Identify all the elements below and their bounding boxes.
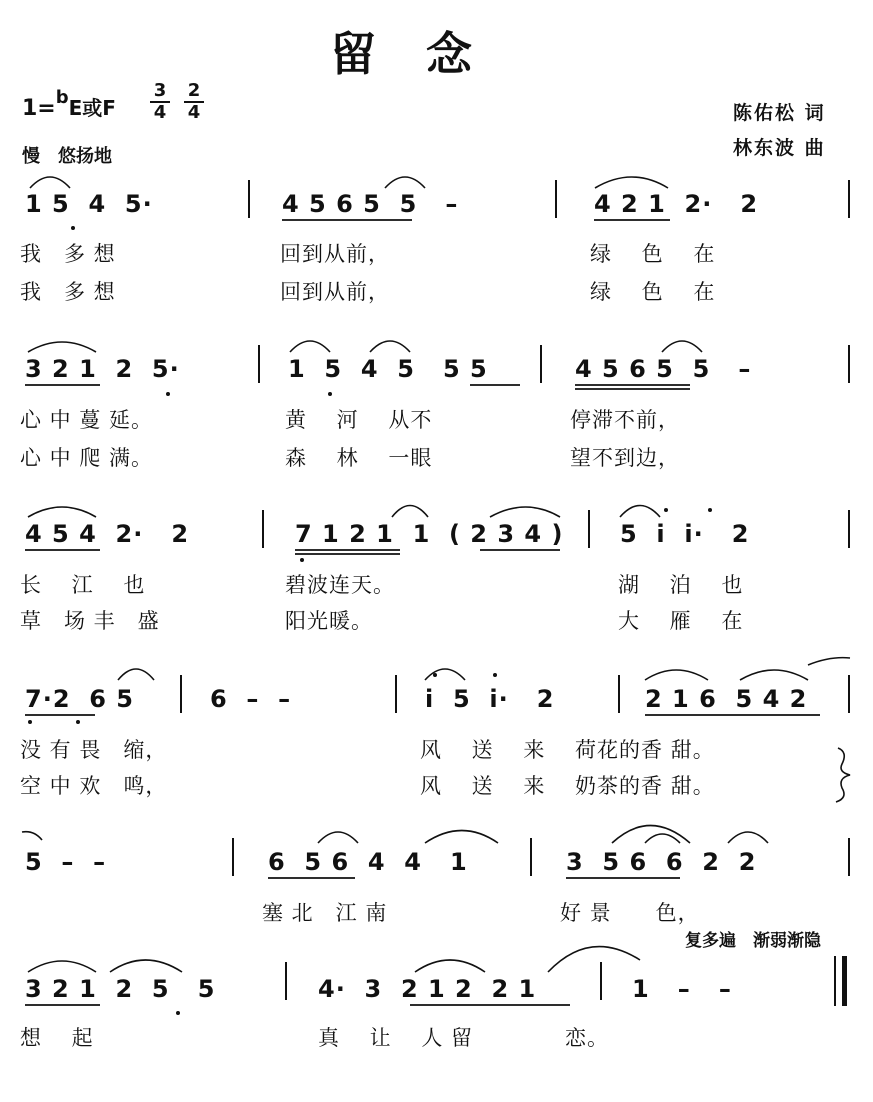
slur	[415, 960, 485, 972]
octave-dot-high	[664, 508, 668, 512]
row4-measure4-notes: 2 1 6 5 4 2	[645, 685, 808, 713]
row2-lyric2-c: 望不到边，	[570, 446, 680, 470]
row5-measure3-notes: 3 5 6 6 2 2	[566, 848, 757, 876]
slur	[385, 177, 425, 188]
row2-measure2-notes: 1 5 4 5 5 5	[288, 355, 488, 383]
slur	[30, 177, 70, 188]
row1-lyric2-b: 回到从前，	[280, 280, 390, 304]
slur	[290, 341, 330, 352]
row2-measure1-notes: 3 2 1 2 5·	[25, 355, 180, 383]
slur	[620, 506, 660, 518]
row6-lyric1-c: 恋。	[565, 1026, 609, 1050]
row4-lyric1-a: 没 有 畏 缩，	[20, 738, 168, 762]
slur-tie-in	[22, 832, 42, 840]
slur	[28, 342, 96, 352]
row6-lyric1-a: 想 起	[20, 1026, 94, 1050]
tempo-marking: 慢 悠扬地	[22, 146, 112, 167]
slur-tie-out	[808, 658, 850, 665]
time-signature-1-text: 3 4	[153, 80, 167, 123]
row4-measure1-notes: 7·2 6 5	[25, 685, 134, 713]
slur	[118, 669, 154, 680]
row3-lyric2-b: 阳光暖。	[285, 609, 373, 633]
row4-measure3-notes: i 5 i· 2	[425, 685, 555, 713]
octave-dot-low	[28, 720, 32, 724]
slur	[425, 831, 498, 844]
brace	[836, 748, 850, 802]
song-title: 留 念	[330, 27, 474, 81]
row1-measure3-notes: 4 2 1 2· 2	[594, 190, 759, 218]
row5-lyric1-b: 好 景 色，	[560, 901, 700, 925]
row2-measure3-notes: 4 5 6 5 5 –	[575, 355, 752, 383]
slur	[645, 834, 680, 843]
row5-measure2-notes: 6 5 6 4 4 1	[268, 848, 468, 876]
slurs	[22, 177, 850, 972]
row2-lyric2-a: 心 中 爬 满。	[20, 446, 154, 470]
row3-measure3-notes: 5 i i· 2	[620, 520, 750, 548]
row3-lyric1-b: 碧波连天。	[285, 573, 395, 597]
flat-symbol: b	[55, 87, 69, 108]
lyricist-credit: 陈佑松 词	[733, 102, 826, 124]
slur	[28, 961, 96, 972]
key-one-equals: 1=	[22, 96, 56, 121]
slur	[425, 669, 465, 680]
row6-measure1-notes: 3 2 1 2 5 5	[25, 975, 216, 1003]
octave-dots	[28, 226, 712, 1015]
row2-lyric1-a: 心 中 蔓 延。	[20, 408, 154, 432]
octave-dot-low	[176, 1011, 180, 1015]
row6-measure2-notes: 4· 3 2 1 2 2 1	[318, 975, 537, 1003]
row1-lyric1-b: 回到从前，	[280, 242, 390, 266]
time-signature-2-text: 2 4	[187, 80, 201, 123]
underlines	[25, 220, 820, 1005]
octave-dot-high	[708, 508, 712, 512]
slur	[662, 341, 702, 352]
slur	[740, 670, 808, 680]
row3-lyric1-a: 长 江 也	[20, 573, 146, 597]
octave-dot-high	[493, 673, 497, 677]
row1-measure1-notes: 1 5 4 5·	[25, 190, 153, 218]
slur	[110, 960, 182, 972]
row4-lyric2-a: 空 中 欢 鸣，	[20, 774, 168, 798]
row4-lyric2-b: 风 送 来 奶茶的香 甜。	[420, 774, 715, 798]
row1-lyric2-a: 我 多 想	[20, 280, 116, 304]
slur	[595, 177, 668, 188]
composer-credit: 林东波 曲	[733, 137, 826, 159]
row2-lyric2-b: 森 林 一眼	[285, 446, 433, 470]
octave-dot-low	[300, 558, 304, 562]
row2-lyric1-b: 黄 河 从不	[285, 408, 433, 432]
octave-dot-low	[328, 392, 332, 396]
row3-lyric2-a: 草 场 丰 盛	[20, 609, 160, 633]
octave-dot-high	[433, 673, 437, 677]
slur	[645, 670, 708, 680]
performance-note: 复多遍 渐弱渐隐	[685, 931, 821, 951]
row4-measure2-notes: 6 – –	[210, 685, 292, 713]
row5-measure1-notes: 5 – –	[25, 848, 107, 876]
octave-dot-low	[71, 226, 75, 230]
octave-dot-low	[76, 720, 80, 724]
slur	[28, 507, 96, 517]
slur	[392, 506, 428, 518]
slur	[548, 947, 640, 972]
row4-lyric1-b: 风 送 来 荷花的香 甜。	[420, 738, 715, 762]
key-name: E或F	[68, 96, 116, 120]
row6-lyric1-b: 真 让 人 留	[318, 1026, 474, 1050]
row6-measure3-notes: 1 – –	[632, 975, 732, 1003]
row1-measure2-notes: 4 5 6 5 5 –	[282, 190, 459, 218]
row1-lyric1-c: 绿 色 在	[590, 242, 716, 266]
slur	[318, 832, 358, 843]
row1-lyric1-a: 我 多 想	[20, 242, 116, 266]
row3-lyric2-c: 大 雁 在	[618, 609, 744, 633]
slur	[728, 832, 768, 843]
row3-lyric1-c: 湖 泊 也	[618, 573, 744, 597]
row2-lyric1-c: 停滞不前，	[570, 408, 680, 432]
row3-measure2-notes: 7 1 2 1 1 ( 2 3 4 )	[295, 520, 564, 548]
slur	[490, 507, 560, 517]
row3-measure1-notes: 4 5 4 2· 2	[25, 520, 190, 548]
row5-lyric1-a: 塞 北 江 南	[262, 901, 388, 925]
slur	[370, 341, 410, 352]
row1-lyric2-c: 绿 色 在	[590, 280, 716, 304]
octave-dot-low	[166, 392, 170, 396]
